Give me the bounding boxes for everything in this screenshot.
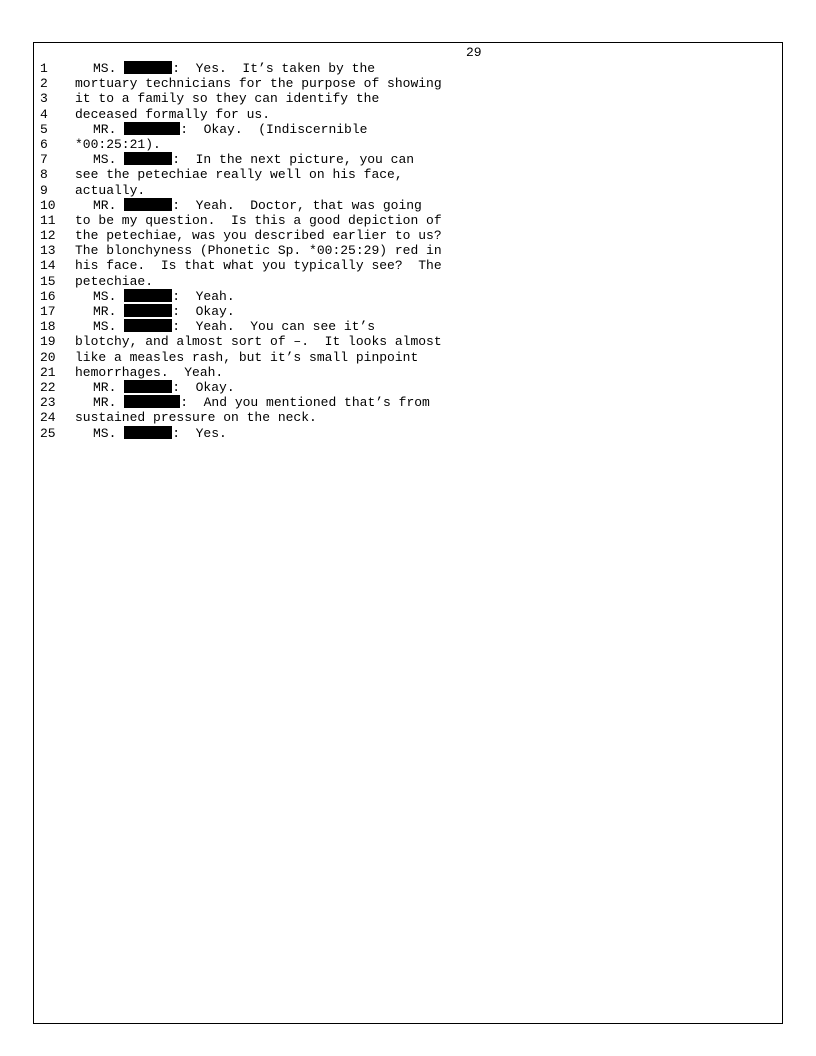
line-number: 7: [40, 152, 48, 168]
transcript-line: [34, 365, 782, 380]
transcript-line: [34, 258, 782, 273]
line-body: mortuary technicians for the purpose of showing: [75, 76, 442, 92]
transcript-line: [34, 380, 782, 395]
line-body: actually.: [75, 182, 146, 198]
transcript-line: [34, 350, 782, 365]
transcript-line: [34, 426, 782, 441]
line-number: 4: [40, 106, 48, 122]
line-text: [75, 91, 379, 106]
redaction-bar: [124, 395, 180, 408]
line-number: 15: [40, 273, 56, 289]
speaker-title: MS.: [93, 61, 117, 76]
transcript-page: [33, 42, 783, 1024]
transcript-line: [34, 122, 782, 137]
line-body: : Yes.: [172, 425, 227, 441]
transcript-line: [34, 183, 782, 198]
line-body: : In the next picture, you can: [172, 152, 415, 168]
redaction-bar: [124, 289, 172, 302]
line-text: [75, 365, 223, 380]
line-body: to be my question. Is this a good depiction of: [75, 212, 442, 228]
transcript-line: [34, 107, 782, 122]
line-text: [75, 107, 270, 122]
redaction-bar: [124, 198, 172, 211]
line-body: : Yeah. You can see it’s: [172, 319, 376, 335]
line-body: see the petechiae really well on his face,: [75, 167, 403, 183]
speaker-title: MR.: [93, 121, 117, 137]
line-text: [75, 350, 418, 365]
line-number: 16: [40, 288, 56, 304]
transcript-lines: [34, 61, 782, 441]
line-body: : Yeah. Doctor, that was going: [172, 197, 422, 213]
line-text: [75, 228, 442, 243]
line-body: : Okay.: [172, 379, 235, 395]
line-text: [75, 334, 442, 349]
line-text: [75, 243, 442, 258]
transcript-line: [34, 228, 782, 243]
line-text: [93, 61, 375, 76]
redaction-bar: [124, 426, 172, 439]
speaker-title: MS.: [93, 288, 117, 304]
redaction-bar: [124, 61, 172, 74]
line-body: : Okay. (Indiscernible: [180, 121, 368, 137]
speaker-title: MR.: [93, 197, 117, 213]
line-body: his face. Is that what you typically see? The: [75, 258, 442, 274]
line-body: sustained pressure on the neck.: [75, 410, 317, 426]
line-number: 17: [40, 304, 56, 319]
line-text: [93, 152, 414, 167]
transcript-line: [34, 319, 782, 334]
line-number: 19: [40, 334, 56, 350]
page-number: 29: [466, 45, 482, 60]
line-text: [93, 426, 227, 441]
line-body: : Okay.: [172, 304, 235, 319]
line-body: the petechiae, was you described earlier to us?: [75, 228, 442, 244]
line-number: 22: [40, 379, 56, 395]
transcript-line: [34, 152, 782, 167]
line-text: [93, 198, 422, 213]
line-body: : Yeah.: [172, 288, 235, 304]
line-body: petechiae.: [75, 273, 154, 289]
transcript-line: [34, 304, 782, 319]
line-number: 3: [40, 91, 48, 107]
line-body: hemorrhages. Yeah.: [75, 364, 224, 380]
line-text: [93, 380, 235, 395]
line-body: blotchy, and almost sort of –. It looks almost: [75, 334, 442, 350]
transcript-line: [34, 274, 782, 289]
line-number: 23: [40, 395, 56, 411]
line-body: like a measles rash, but it’s small pinpoint: [75, 349, 419, 365]
line-text: [75, 213, 442, 228]
transcript-line: [34, 61, 782, 76]
line-text: [75, 410, 317, 425]
line-text: [75, 274, 153, 289]
line-number: 8: [40, 167, 48, 183]
line-text: [93, 319, 375, 334]
line-number: 10: [40, 197, 56, 213]
line-body: *00:25:21).: [75, 136, 161, 152]
line-body: deceased formally for us.: [75, 106, 271, 122]
line-text: [75, 76, 442, 91]
transcript-line: [34, 289, 782, 304]
transcript-line: [34, 334, 782, 349]
redaction-bar: [124, 152, 172, 165]
line-number: 13: [40, 243, 56, 259]
speaker-title: MR.: [93, 395, 117, 411]
transcript-line: [34, 137, 782, 152]
line-text: [93, 122, 367, 137]
redaction-bar: [124, 380, 172, 393]
line-text: [93, 395, 430, 410]
line-text: [93, 304, 235, 319]
line-number: 12: [40, 228, 56, 244]
redaction-bar: [124, 319, 172, 332]
line-number: 21: [40, 364, 56, 380]
line-number: 14: [40, 258, 56, 274]
line-number: 20: [40, 349, 56, 365]
transcript-line: [34, 213, 782, 228]
transcript-line: [34, 76, 782, 91]
line-text: [75, 258, 442, 273]
line-number: 1: [40, 61, 48, 76]
line-number: 11: [40, 212, 56, 228]
line-text: [75, 183, 145, 198]
line-number: 24: [40, 410, 56, 426]
transcript-line: [34, 395, 782, 410]
line-text: [75, 137, 161, 152]
line-number: 25: [40, 425, 56, 441]
redaction-bar: [124, 304, 172, 317]
line-body: it to a family so they can identify the: [75, 91, 380, 107]
transcript-line: [34, 198, 782, 213]
speaker-title: MS.: [93, 152, 117, 168]
line-number: 6: [40, 136, 48, 152]
line-text: [75, 167, 403, 182]
line-number: 5: [40, 121, 48, 137]
line-body: The blonchyness (Phonetic Sp. *00:25:29) red in: [75, 243, 442, 259]
line-body: : Yes. It’s taken by the: [172, 61, 376, 76]
speaker-title: MR.: [93, 379, 117, 395]
speaker-title: MS.: [93, 425, 117, 441]
redaction-bar: [124, 122, 180, 135]
transcript-line: [34, 243, 782, 258]
line-number: 9: [40, 182, 48, 198]
speaker-title: MR.: [93, 304, 117, 319]
line-text: [93, 289, 235, 304]
speaker-title: MS.: [93, 319, 117, 335]
transcript-line: [34, 167, 782, 182]
transcript-line: [34, 410, 782, 425]
line-number: 2: [40, 76, 48, 92]
line-body: : And you mentioned that’s from: [180, 395, 430, 411]
line-number: 18: [40, 319, 56, 335]
transcript-line: [34, 91, 782, 106]
